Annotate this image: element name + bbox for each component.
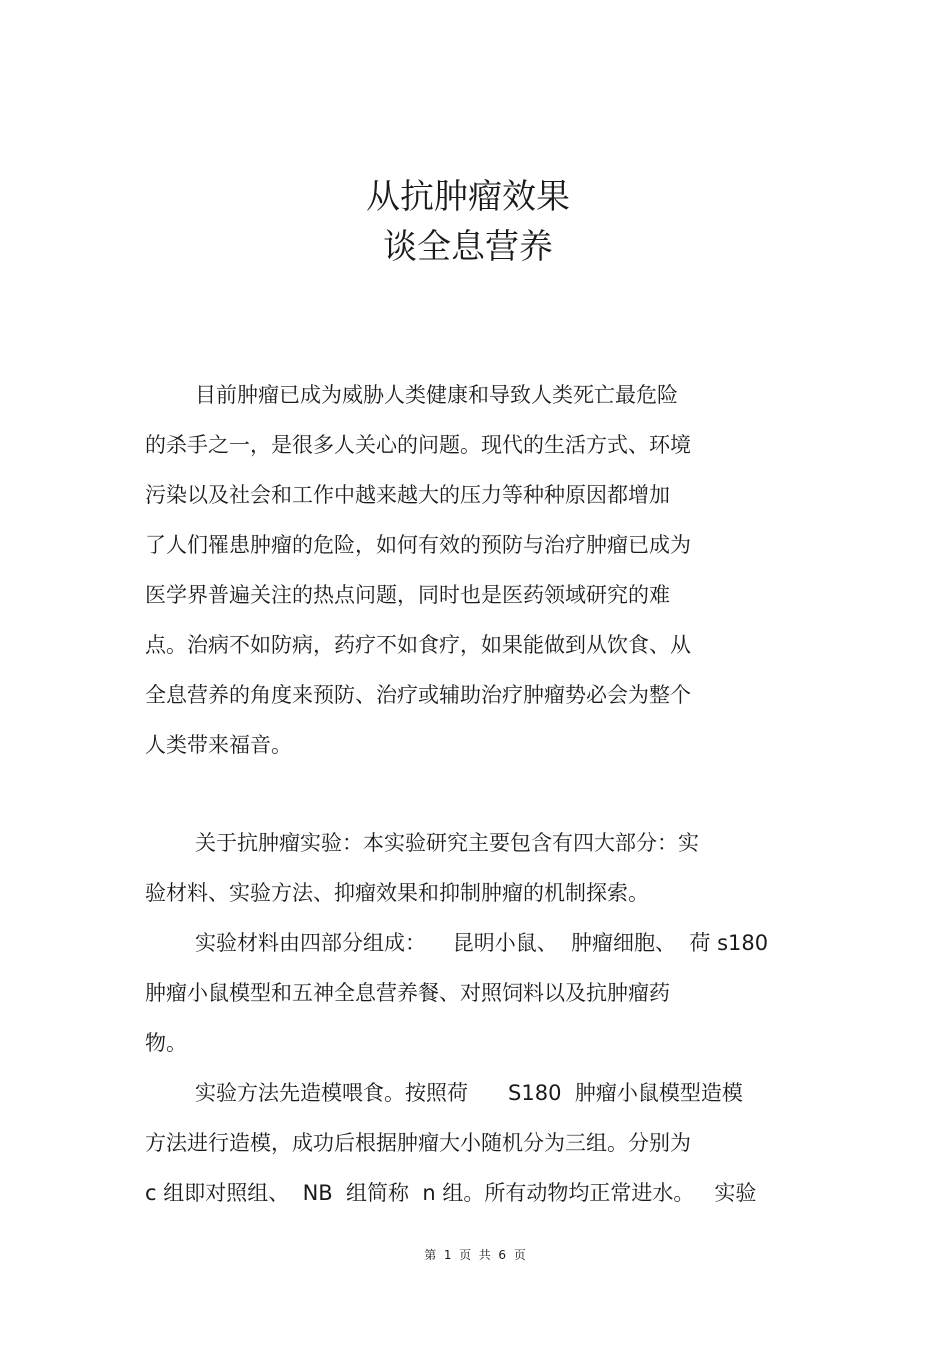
paragraph-line: 实验材料由四部分组成： 昆明小鼠、 肿瘤细胞、 荷 s180 xyxy=(195,931,769,955)
paragraph-line: 物。 xyxy=(145,1031,187,1055)
paragraph-line: 关于抗肿瘤实验：本实验研究主要包含有四大部分：实 xyxy=(195,831,699,855)
document-title-line-1: 从抗肿瘤效果 xyxy=(366,177,570,217)
page-number-footer: 第 1 页 共 6 页 xyxy=(424,1248,526,1262)
paragraph-line: c 组即对照组、 NB 组简称 n 组。所有动物均正常进水。 实验 xyxy=(145,1181,757,1205)
paragraph-line: 目前肿瘤已成为威胁人类健康和导致人类死亡最危险 xyxy=(195,383,678,407)
paragraph-line: 人类带来福音。 xyxy=(145,733,292,757)
paragraph-line: 验材料、实验方法、抑瘤效果和抑制肿瘤的机制探索。 xyxy=(145,881,649,905)
paragraph-line: 的杀手之一，是很多人关心的问题。现代的生活方式、环境 xyxy=(145,433,691,457)
paragraph-line: 实验方法先造模喂食。按照荷 S180 肿瘤小鼠模型造模 xyxy=(195,1081,743,1105)
paragraph-line: 点。治病不如防病，药疗不如食疗，如果能做到从饮食、从 xyxy=(145,633,691,657)
paragraph-line: 全息营养的角度来预防、治疗或辅助治疗肿瘤势必会为整个 xyxy=(145,683,691,707)
paragraph-line: 了人们罹患肿瘤的危险，如何有效的预防与治疗肿瘤已成为 xyxy=(145,533,691,557)
paragraph-line: 方法进行造模，成功后根据肿瘤大小随机分为三组。分别为 xyxy=(145,1131,691,1155)
paragraph-line: 肿瘤小鼠模型和五神全息营养餐、对照饲料以及抗肿瘤药 xyxy=(145,981,670,1005)
paragraph-line: 医学界普遍关注的热点问题，同时也是医药领域研究的难 xyxy=(145,583,670,607)
paragraph-line: 污染以及社会和工作中越来越大的压力等种种原因都增加 xyxy=(145,483,670,507)
document-title-line-2: 谈全息营养 xyxy=(383,227,553,267)
